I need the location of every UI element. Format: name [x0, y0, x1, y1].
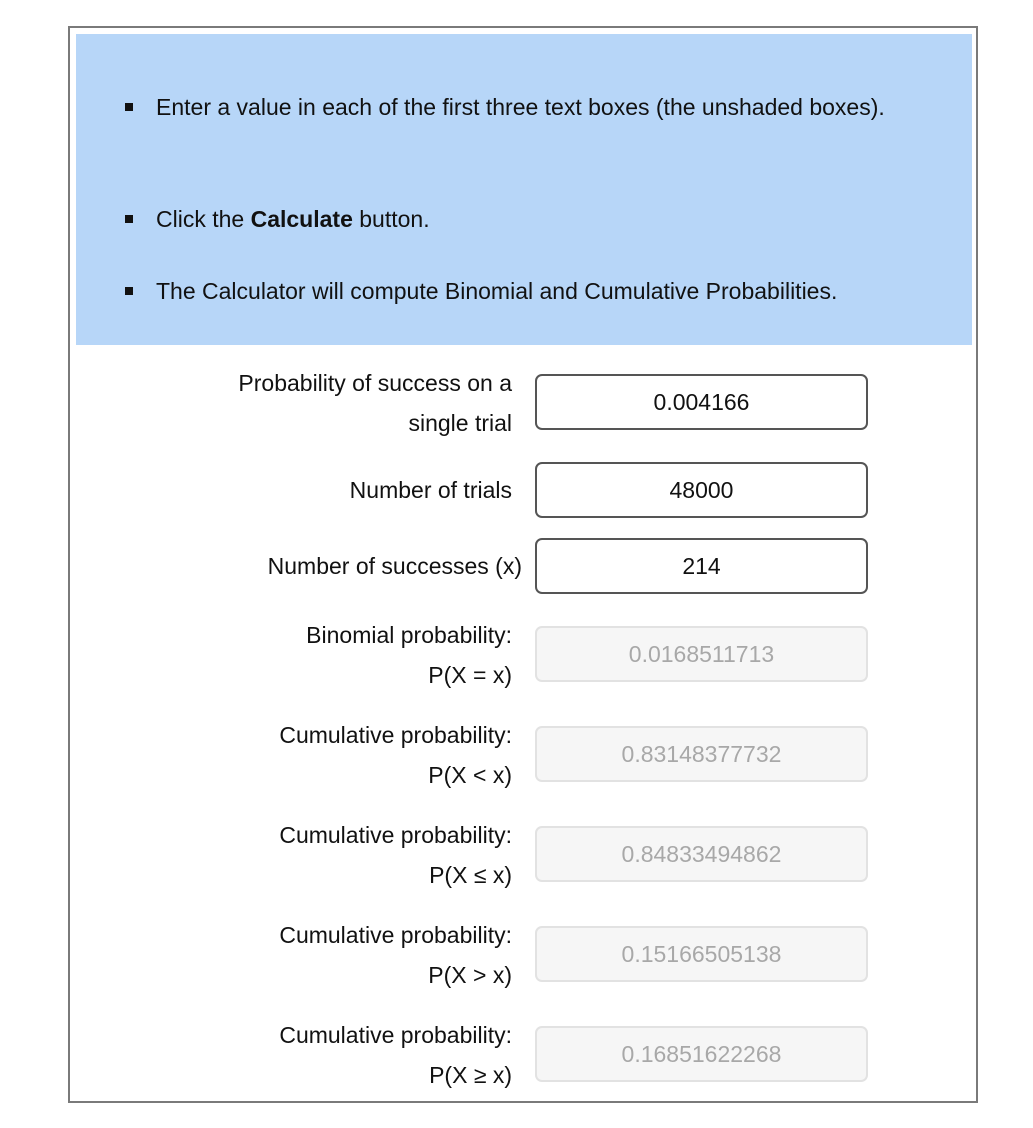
binomial-prob-label	[306, 615, 512, 695]
cum-prob-ge-label-line1: Cumulative probability:	[279, 1022, 512, 1048]
cum-prob-le-label-line2: P(X ≤ x)	[429, 862, 512, 888]
num-trials-label	[350, 470, 512, 510]
num-successes-label-text: Number of successes (x)	[267, 553, 522, 579]
cum-prob-ge-label	[279, 1015, 512, 1095]
bullet-icon	[125, 103, 133, 111]
binomial-prob-label-line1: Binomial probability:	[306, 622, 512, 648]
instruction-text-suffix: button.	[352, 206, 430, 232]
binomial-prob-label-line2: P(X = x)	[428, 662, 512, 688]
num-successes-input[interactable]	[535, 538, 868, 594]
num-trials-input[interactable]	[535, 462, 868, 518]
cum-prob-gt-label-line2: P(X > x)	[428, 962, 512, 988]
prob-success-input[interactable]	[535, 374, 868, 430]
instruction-item-enter-values	[156, 87, 916, 127]
cum-prob-gt-output	[535, 926, 868, 982]
instruction-text: The Calculator will compute Binomial and Cumulative Probabilities.	[156, 278, 838, 304]
cum-prob-lt-label	[279, 715, 512, 795]
instruction-item-compute	[156, 271, 956, 311]
prob-success-label	[238, 363, 512, 443]
prob-success-label-line1: Probability of success on a	[238, 370, 512, 396]
instruction-text: Enter a value in each of the first three text boxes (the unshaded boxes).	[156, 94, 885, 120]
bullet-icon	[125, 215, 133, 223]
calculate-keyword: Calculate	[250, 206, 353, 232]
cum-prob-le-label-line1: Cumulative probability:	[279, 822, 512, 848]
binomial-prob-output	[535, 626, 868, 682]
num-trials-label-text: Number of trials	[349, 477, 512, 503]
calculator-panel	[68, 26, 978, 1103]
instruction-item-click-calculate	[156, 199, 916, 239]
cum-prob-gt-label-line1: Cumulative probability:	[279, 922, 512, 948]
cum-prob-le-label	[279, 815, 512, 895]
cum-prob-gt-label	[279, 915, 512, 995]
cum-prob-lt-label-line1: Cumulative probability:	[279, 722, 512, 748]
instructions-box	[76, 34, 972, 345]
cum-prob-lt-output	[535, 726, 868, 782]
instruction-text-prefix: Click the	[156, 206, 251, 232]
cum-prob-le-output	[535, 826, 868, 882]
cum-prob-ge-label-line2: P(X ≥ x)	[429, 1062, 512, 1088]
cum-prob-ge-output	[535, 1026, 868, 1082]
prob-success-label-line2: single trial	[408, 410, 512, 436]
cum-prob-lt-label-line2: P(X < x)	[428, 762, 512, 788]
num-successes-label	[268, 546, 522, 586]
bullet-icon	[125, 287, 133, 295]
